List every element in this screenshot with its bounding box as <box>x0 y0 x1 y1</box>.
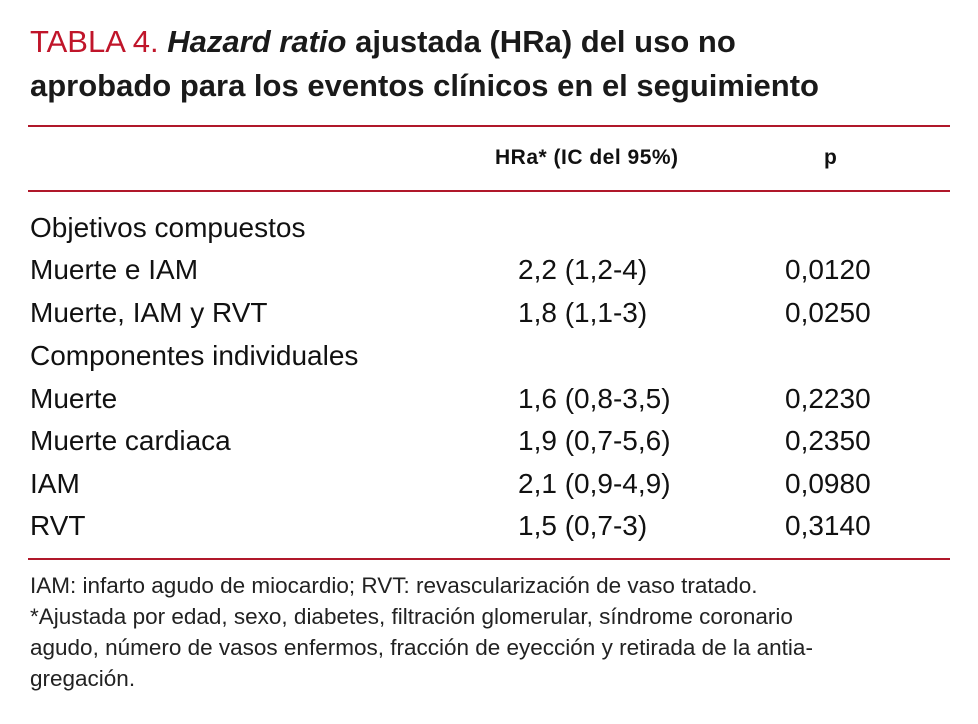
footnote-adjustment-line-3: gregación. <box>30 666 136 691</box>
table-row <box>30 335 950 377</box>
footnotes <box>30 570 955 694</box>
table-row <box>30 292 950 334</box>
row-p: 0,0120 <box>785 254 871 285</box>
row-label: IAM <box>30 468 80 499</box>
footnote-adjustment-line-2: agudo, número de vasos enfermos, fracción de eyección y retirada de la antia- <box>30 635 813 660</box>
header-p: p <box>824 146 838 169</box>
row-label: Muerte e IAM <box>30 254 199 285</box>
row-hr: 1,6 (0,8-3,5) <box>518 383 671 414</box>
table-number-label: TABLA 4. <box>30 24 159 59</box>
table-row <box>30 505 950 547</box>
row-hr: 1,8 (1,1-3) <box>518 297 648 328</box>
row-p: 0,2350 <box>785 425 871 456</box>
table-row <box>30 463 950 505</box>
row-hr: 1,9 (0,7-5,6) <box>518 425 671 456</box>
table-row <box>30 249 950 291</box>
table-row <box>30 378 950 420</box>
row-label: Muerte <box>30 383 118 414</box>
title-italic-term: Hazard ratio <box>167 24 347 59</box>
footnote-adjustment-line-1: *Ajustada por edad, sexo, diabetes, filtración glomerular, síndrome coronario <box>30 604 793 629</box>
title-line-1 <box>30 20 955 64</box>
row-label: Objetivos compuestos <box>30 212 306 243</box>
title-line-2: aprobado para los eventos clínicos en el seguimiento <box>30 68 819 103</box>
row-p: 0,0250 <box>785 297 871 328</box>
table-row <box>30 420 950 462</box>
row-hr: 2,1 (0,9-4,9) <box>518 468 671 499</box>
title-line-1-rest: ajustada (HRa) del uso no <box>355 24 736 59</box>
row-hr: 1,5 (0,7-3) <box>518 510 648 541</box>
row-label: Componentes individuales <box>30 340 359 371</box>
row-label: Muerte cardiaca <box>30 425 231 456</box>
row-p: 0,3140 <box>785 510 871 541</box>
table-title <box>30 20 955 108</box>
header-hr: HRa* (IC del 95%) <box>495 146 679 169</box>
row-hr: 2,2 (1,2-4) <box>518 254 648 285</box>
header-rule <box>28 190 950 192</box>
row-label: RVT <box>30 510 86 541</box>
row-label: Muerte, IAM y RVT <box>30 297 268 328</box>
row-p: 0,2230 <box>785 383 871 414</box>
bottom-rule <box>28 558 950 560</box>
footnote-abbreviations: IAM: infarto agudo de miocardio; RVT: revascularización de vaso tratado. <box>30 573 758 598</box>
table-row <box>30 207 950 249</box>
top-rule <box>28 125 950 127</box>
row-p: 0,0980 <box>785 468 871 499</box>
